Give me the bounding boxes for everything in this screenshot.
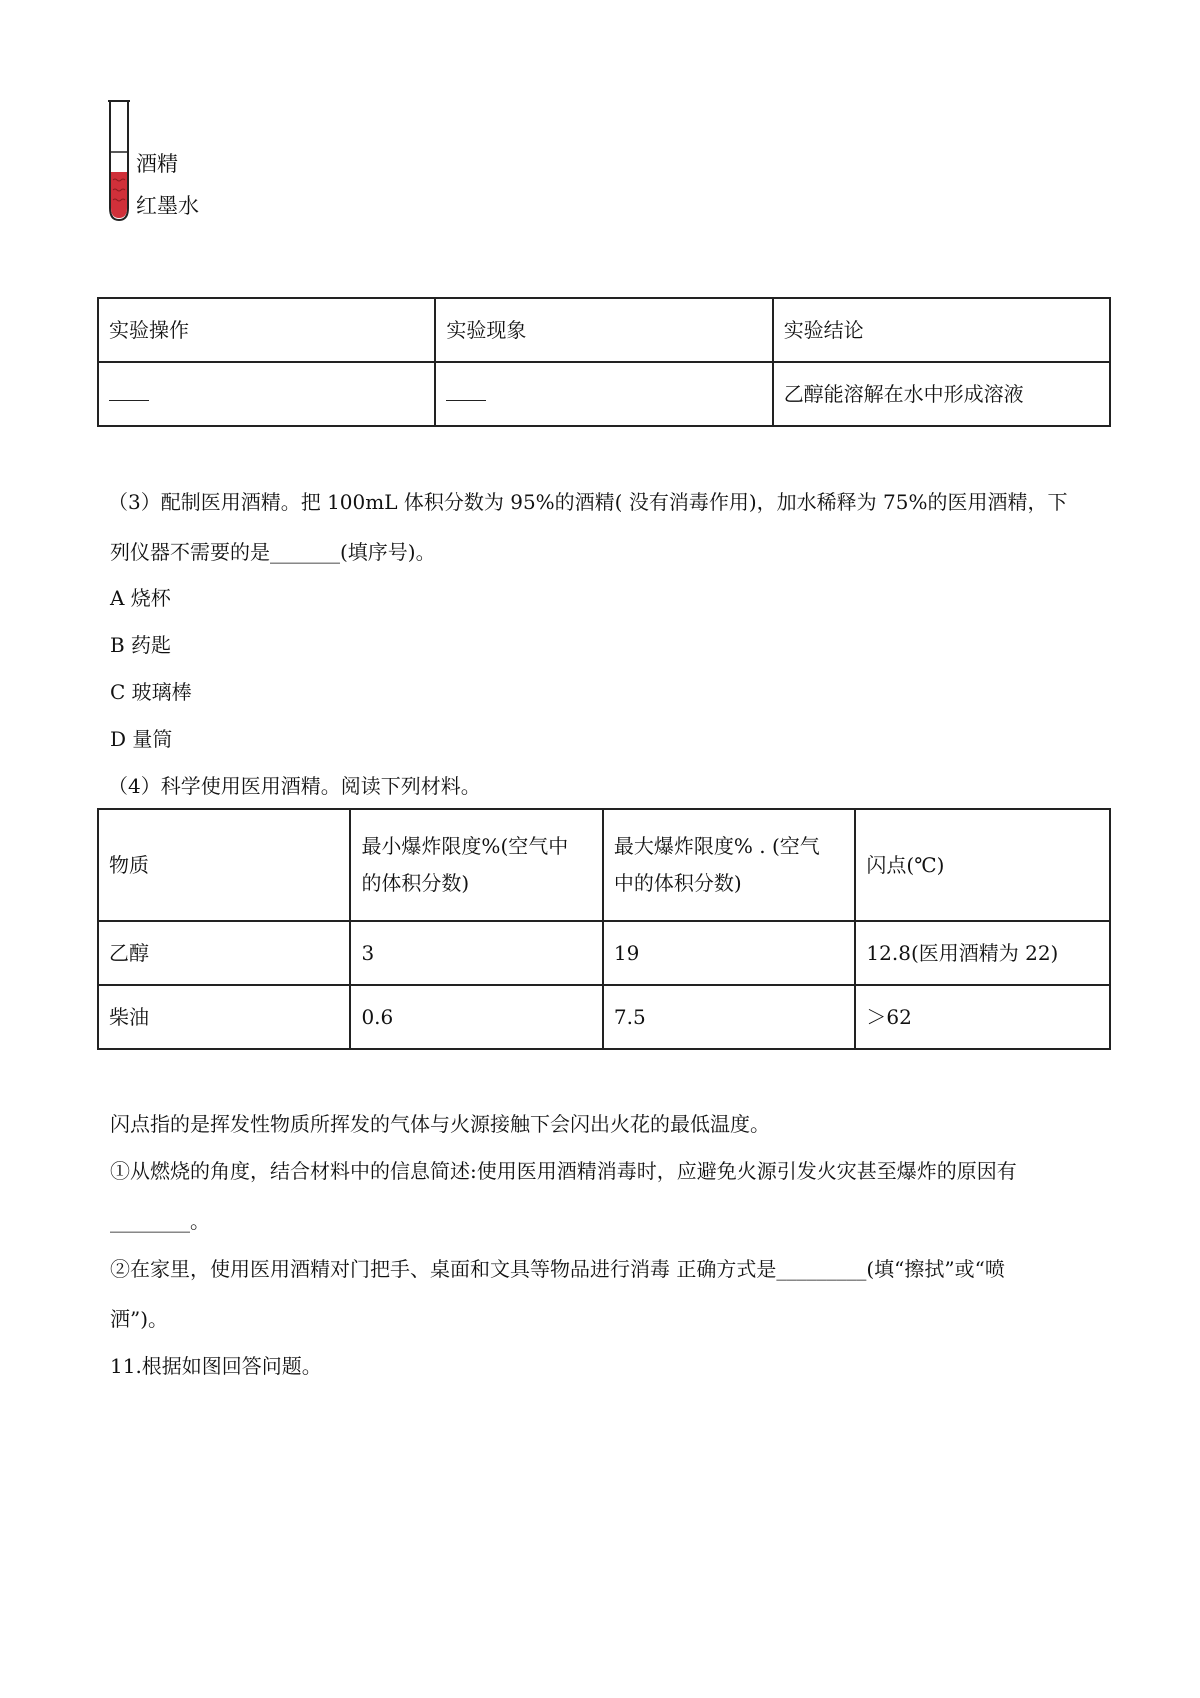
header-cell: 实验结论 [773,298,1110,362]
experiment-table [97,297,1111,427]
header-text: 物质 [109,853,149,877]
header-cell [603,809,855,921]
header-text: 最大爆炸限度% . (空气 [613,834,820,858]
q11-title: 11.根据如图回答问题。 [110,1354,322,1378]
header-text: 最小爆炸限度%(空气中 [361,834,569,858]
red-ink-liquid [111,172,127,218]
flash-point-definition: 闪点指的是挥发性物质所挥发的气体与火源接触下会闪出火花的最低温度。 [110,1112,770,1136]
option-c: C 玻璃棒 [110,680,192,704]
table-cell: ＞62 [855,985,1110,1049]
blank-cell [435,362,772,426]
table-header-row [98,298,1110,362]
table-cell: 乙醇 [98,921,350,985]
header-text: 的体积分数) [361,871,470,895]
answer-blank[interactable] [446,386,486,401]
table-header-row [98,809,1110,921]
header-text: 中的体积分数) [613,871,742,895]
test-tube-figure [108,100,248,240]
explosion-limit-table [97,808,1111,1050]
q4-1-line1: ①从燃烧的角度，结合材料中的信息简述:使用医用酒精消毒时，应避免火源引发火灾甚至爆炸的原因有 [110,1159,1017,1183]
table-cell: 12.8(医用酒精为 22) [855,921,1110,985]
q4-2-line2: 洒”)。 [110,1307,169,1331]
table-cell: 柴油 [98,985,350,1049]
answer-blank[interactable] [109,386,149,401]
label-red-ink: 红墨水 [136,194,199,218]
q4-1-line2: ________。 [110,1209,210,1233]
q4-2-line1: ②在家里，使用医用酒精对门把手、桌面和文具等物品进行消毒 正确方式是_________(填“擦拭”或“喷 [110,1257,1005,1281]
q3-line2: 列仪器不需要的是_______(填序号)。 [110,540,436,564]
q4-title: （4）科学使用医用酒精。阅读下列材料。 [108,774,481,798]
header-cell [855,809,1110,921]
option-b: B 药匙 [110,633,172,657]
table-cell: 乙醇能溶解在水中形成溶液 [773,362,1110,426]
table-row [98,362,1110,426]
table-row [98,921,1110,985]
option-a: A 烧杯 [110,586,171,610]
table-cell: 19 [603,921,855,985]
blank-cell [98,362,435,426]
header-cell: 实验现象 [435,298,772,362]
header-cell [98,809,350,921]
label-alcohol: 酒精 [136,152,178,176]
table-cell: 0.6 [350,985,602,1049]
table-cell: 3 [350,921,602,985]
option-d: D 量筒 [110,727,173,751]
q3-line1: （3）配制医用酒精。把 100mL 体积分数为 95%的酒精( 没有消毒作用)，加水稀释为 75%的医用酒精，下 [108,490,1068,514]
header-cell: 实验操作 [98,298,435,362]
table-row [98,985,1110,1049]
table-cell: 7.5 [603,985,855,1049]
header-cell [350,809,602,921]
header-text: 闪点(℃) [866,853,945,877]
